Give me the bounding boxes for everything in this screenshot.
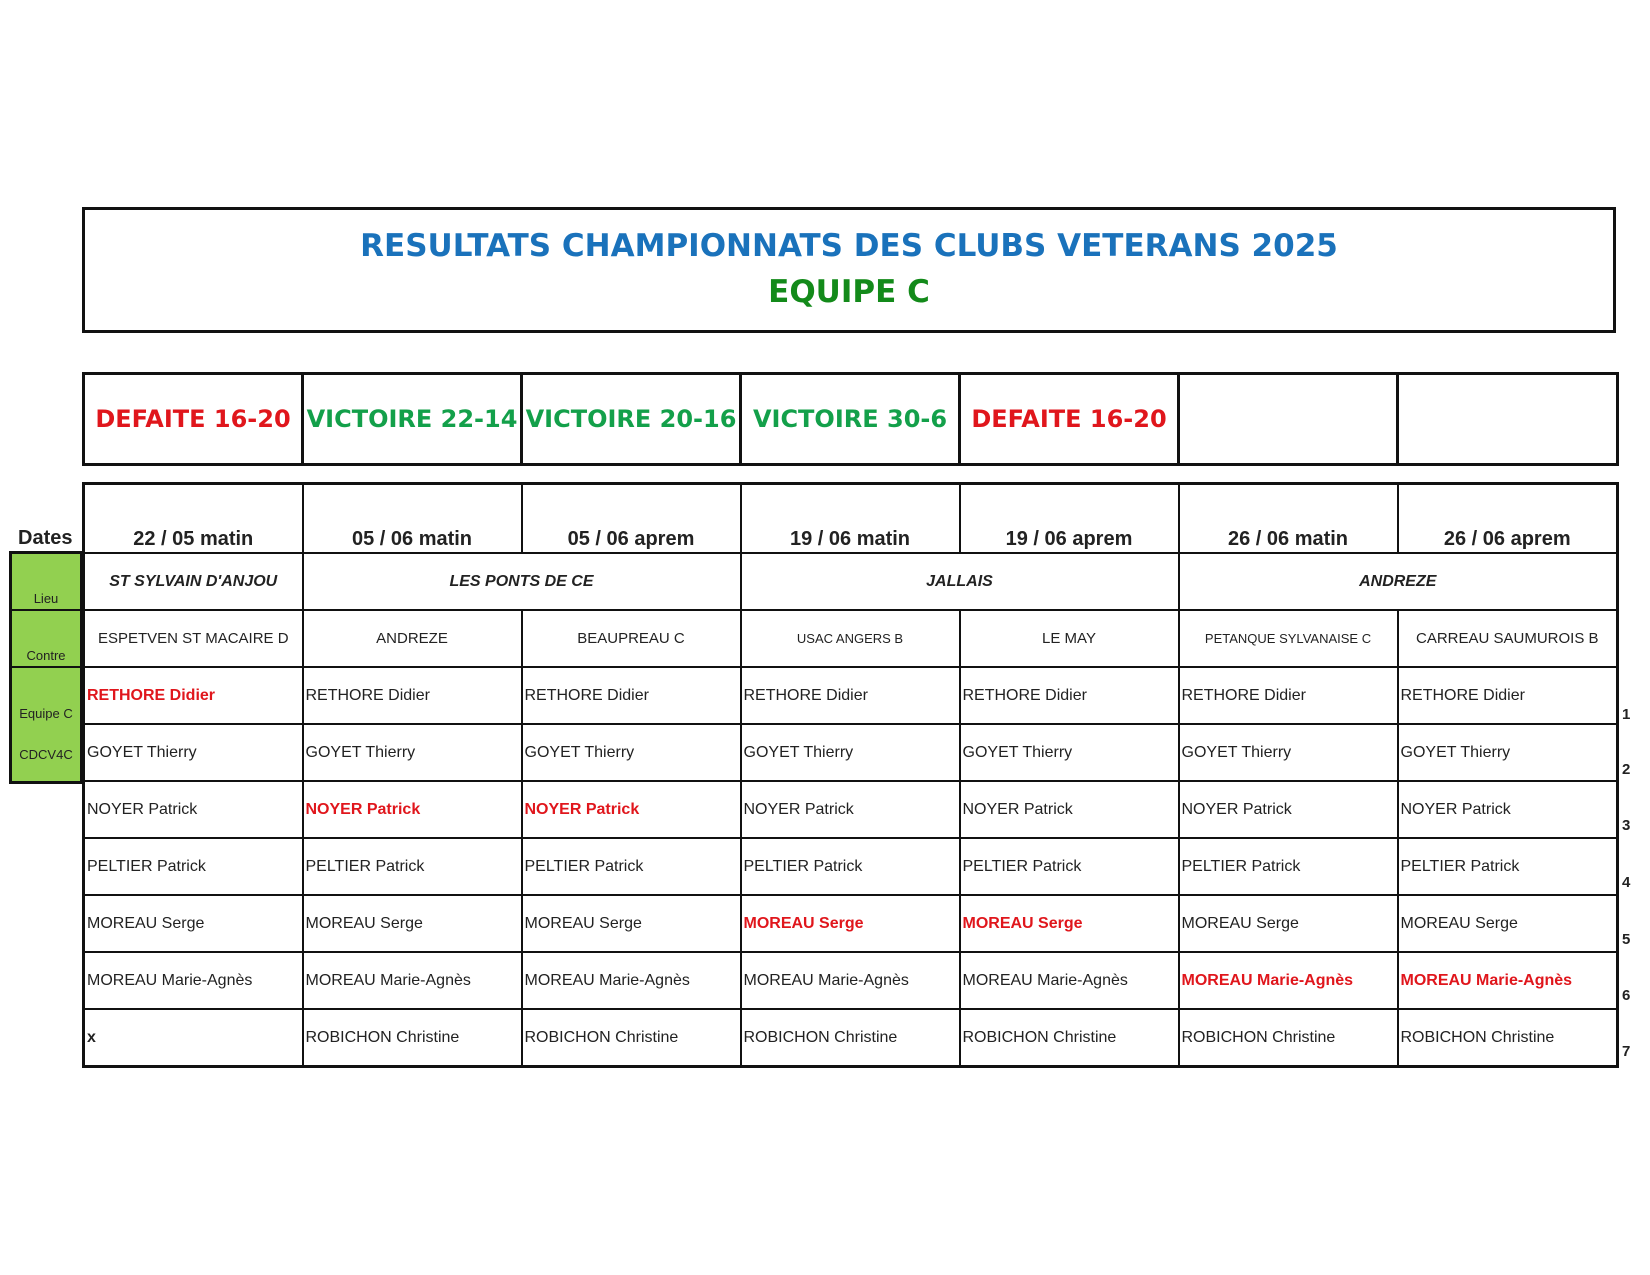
player-cell: NOYER Patrick (960, 781, 1179, 838)
player-cell: NOYER Patrick (303, 781, 522, 838)
player-cell: GOYET Thierry (960, 724, 1179, 781)
contre-label: Contre (26, 648, 66, 663)
player-cell: MOREAU Serge (1179, 895, 1398, 952)
player-row (84, 838, 1618, 895)
contre-row (84, 610, 1618, 667)
panel-divider (12, 609, 80, 611)
player-cell: RETHORE Didier (1179, 667, 1398, 724)
player-cell: MOREAU Marie-Agnès (1398, 952, 1618, 1009)
date-cell: 22 / 05 matin (84, 484, 303, 554)
club-label: CDCV4C (19, 747, 73, 762)
result-cell (1179, 374, 1398, 465)
player-cell: GOYET Thierry (303, 724, 522, 781)
result-cell: DEFAITE 16-20 (84, 374, 303, 465)
opponent-cell: CARREAU SAUMUROIS B (1398, 610, 1618, 667)
player-cell: PELTIER Patrick (522, 838, 741, 895)
player-cell: ROBICHON Christine (522, 1009, 741, 1067)
player-cell: RETHORE Didier (303, 667, 522, 724)
player-cell: RETHORE Didier (741, 667, 960, 724)
player-cell: MOREAU Marie-Agnès (960, 952, 1179, 1009)
equipe-label: Equipe C (19, 706, 73, 721)
player-cell: GOYET Thierry (84, 724, 303, 781)
player-cell: MOREAU Marie-Agnès (741, 952, 960, 1009)
player-cell: ROBICHON Christine (1179, 1009, 1398, 1067)
player-cell: RETHORE Didier (522, 667, 741, 724)
row-number: 1 (1622, 706, 1631, 723)
team-subtitle: EQUIPE C (768, 274, 930, 310)
opponent-cell: ANDREZE (303, 610, 522, 667)
player-cell: PELTIER Patrick (1398, 838, 1618, 895)
player-cell: MOREAU Marie-Agnès (522, 952, 741, 1009)
row-label-panel (9, 551, 83, 784)
player-row (84, 667, 1618, 724)
player-cell: PELTIER Patrick (84, 838, 303, 895)
panel-divider (12, 666, 80, 668)
player-cell: ROBICHON Christine (1398, 1009, 1618, 1067)
player-row (84, 781, 1618, 838)
player-cell: PELTIER Patrick (741, 838, 960, 895)
player-cell: GOYET Thierry (741, 724, 960, 781)
row-number: 5 (1622, 931, 1631, 948)
opponent-cell: LE MAY (960, 610, 1179, 667)
player-cell: MOREAU Serge (303, 895, 522, 952)
date-cell: 26 / 06 aprem (1398, 484, 1618, 554)
player-cell: RETHORE Didier (1398, 667, 1618, 724)
player-cell: GOYET Thierry (1179, 724, 1398, 781)
player-row (84, 952, 1618, 1009)
player-cell: PELTIER Patrick (303, 838, 522, 895)
player-cell: RETHORE Didier (960, 667, 1179, 724)
schedule-table (82, 482, 1619, 1068)
lieu-cell: JALLAIS (741, 553, 1179, 610)
player-cell: GOYET Thierry (522, 724, 741, 781)
player-cell: MOREAU Marie-Agnès (1179, 952, 1398, 1009)
player-cell: MOREAU Serge (522, 895, 741, 952)
player-cell: MOREAU Serge (84, 895, 303, 952)
player-cell: NOYER Patrick (522, 781, 741, 838)
player-cell: MOREAU Serge (1398, 895, 1618, 952)
player-cell: MOREAU Marie-Agnès (84, 952, 303, 1009)
lieu-label: Lieu (33, 591, 59, 606)
page-title: RESULTATS CHAMPIONNATS DES CLUBS VETERANS 2025 (360, 228, 1338, 264)
lieu-row (84, 553, 1618, 610)
date-cell: 05 / 06 matin (303, 484, 522, 554)
date-cell: 26 / 06 matin (1179, 484, 1398, 554)
player-row (84, 1009, 1618, 1067)
date-cell: 05 / 06 aprem (522, 484, 741, 554)
row-number: 2 (1622, 761, 1631, 778)
results-table (82, 372, 1619, 466)
title-box (82, 207, 1616, 333)
dates-label: Dates (18, 527, 73, 549)
player-row (84, 724, 1618, 781)
row-number: 7 (1622, 1043, 1631, 1060)
result-cell: VICTOIRE 30-6 (741, 374, 960, 465)
result-cell: VICTOIRE 20-16 (522, 374, 741, 465)
lieu-cell: LES PONTS DE CE (303, 553, 741, 610)
player-cell: PELTIER Patrick (1179, 838, 1398, 895)
player-row (84, 895, 1618, 952)
player-cell: PELTIER Patrick (960, 838, 1179, 895)
player-cell: ROBICHON Christine (741, 1009, 960, 1067)
row-number: 4 (1622, 874, 1631, 891)
player-cell: x (84, 1009, 303, 1067)
result-cell: VICTOIRE 22-14 (303, 374, 522, 465)
result-cell: DEFAITE 16-20 (960, 374, 1179, 465)
player-cell: RETHORE Didier (84, 667, 303, 724)
dates-row (84, 484, 1618, 554)
opponent-cell: BEAUPREAU C (522, 610, 741, 667)
player-cell: NOYER Patrick (1398, 781, 1618, 838)
player-cell: ROBICHON Christine (303, 1009, 522, 1067)
row-number: 6 (1622, 987, 1631, 1004)
player-cell: MOREAU Serge (741, 895, 960, 952)
player-cell: MOREAU Marie-Agnès (303, 952, 522, 1009)
opponent-cell: PETANQUE SYLVANAISE C (1179, 610, 1398, 667)
player-cell: MOREAU Serge (960, 895, 1179, 952)
result-cell (1398, 374, 1618, 465)
player-cell: NOYER Patrick (1179, 781, 1398, 838)
opponent-cell: USAC ANGERS B (741, 610, 960, 667)
player-cell: ROBICHON Christine (960, 1009, 1179, 1067)
opponent-cell: ESPETVEN ST MACAIRE D (84, 610, 303, 667)
date-cell: 19 / 06 aprem (960, 484, 1179, 554)
lieu-cell: ST SYLVAIN D'ANJOU (84, 553, 303, 610)
date-cell: 19 / 06 matin (741, 484, 960, 554)
row-number: 3 (1622, 817, 1631, 834)
player-cell: NOYER Patrick (741, 781, 960, 838)
results-row (84, 374, 1618, 465)
lieu-cell: ANDREZE (1179, 553, 1618, 610)
player-cell: NOYER Patrick (84, 781, 303, 838)
player-cell: GOYET Thierry (1398, 724, 1618, 781)
